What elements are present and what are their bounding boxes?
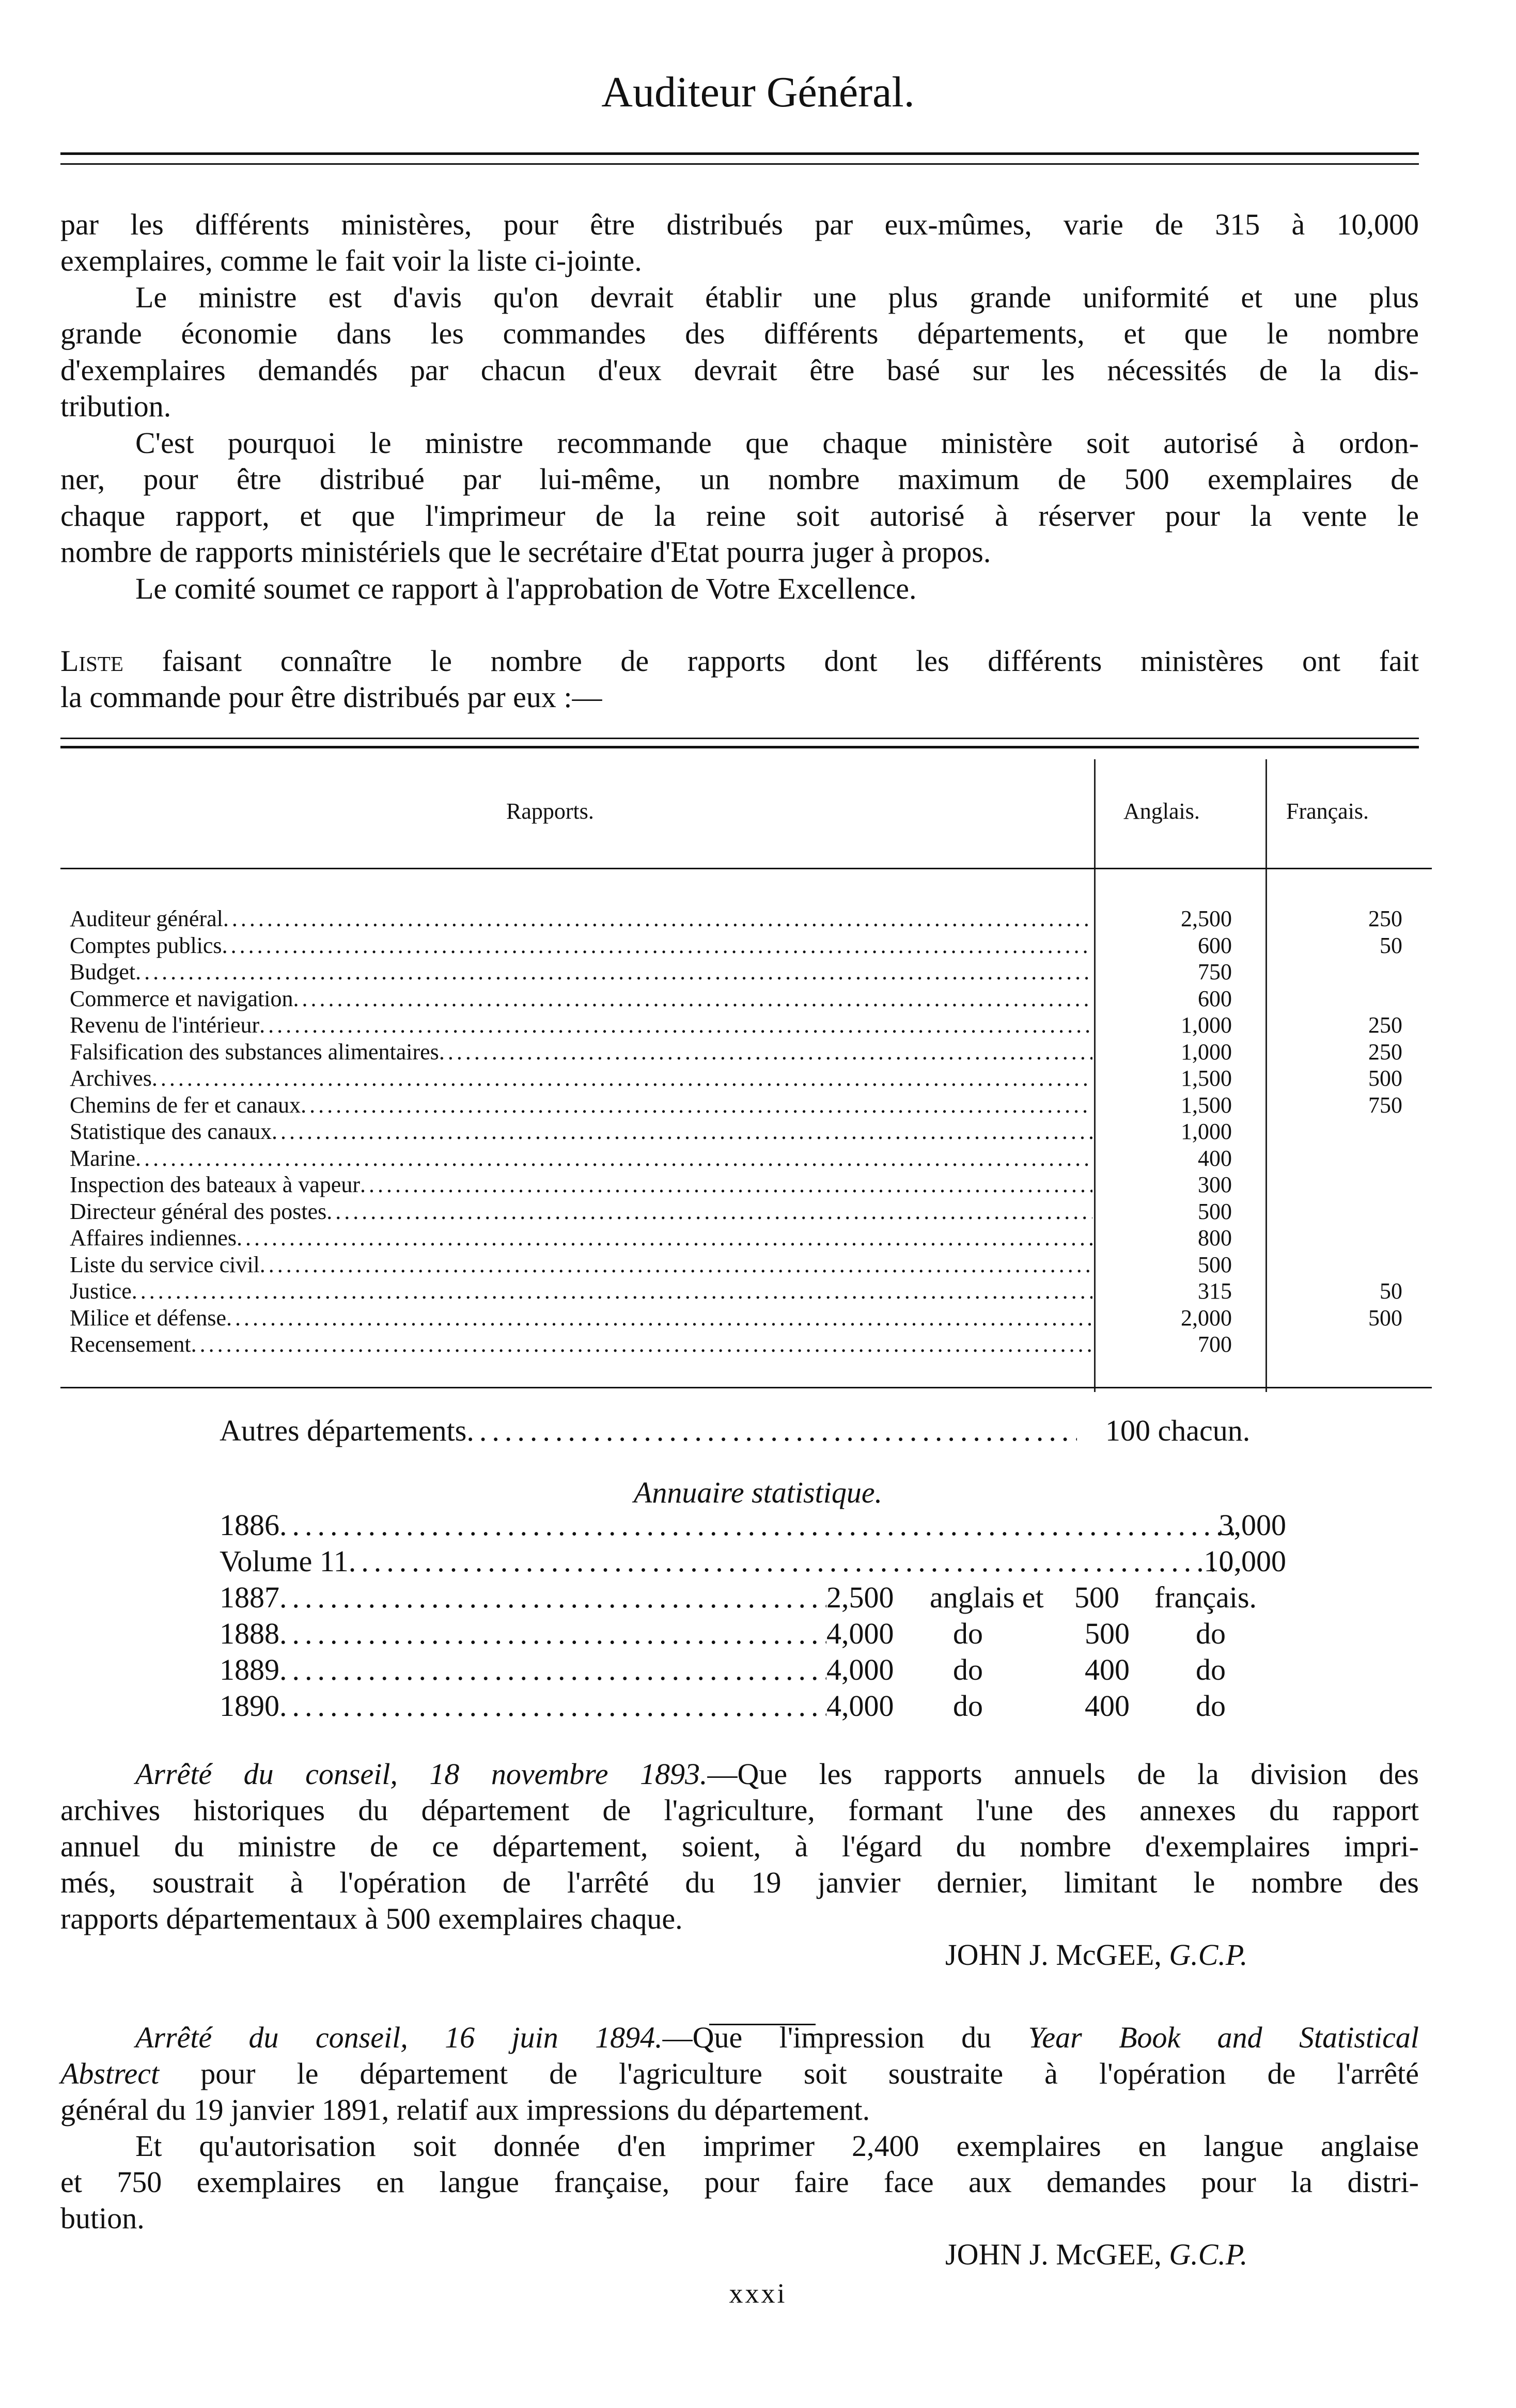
book-title: Year Book and Statistical [1028,2021,1419,2054]
table-row [70,1252,1092,1278]
annuaire-row [220,1580,826,1616]
text-line: chaque rapport, et que l'imprimeur de la reine soit autorisé à réserver pour la vente le [60,499,1419,533]
leader-dots [260,1252,1092,1278]
signature [945,1937,1247,1973]
text-line: exemplaires, comme le fait voir la liste ci-jointe. [60,244,642,277]
text-line [60,1865,1419,1901]
table-row [70,1278,1092,1304]
leader-dots [293,986,1092,1012]
list-caption-line2: la commande pour être distribués par eux :— [60,680,602,714]
text: rapports départementaux à 500 exemplaires chaque. [60,1902,683,1935]
report-name: Falsification des substances alimentaires [70,1039,439,1065]
year-label: 1886 [220,1508,279,1542]
text-line: et 750 exemplaires en langue française, pour faire face aux demandes pour la distri- [60,2165,1419,2199]
signature-name: JOHN J. McGEE, [945,2238,1162,2271]
text: —Que l'impression du [662,2021,992,2054]
anglais-label: do [953,1689,983,1723]
francais-label: do [1196,1653,1226,1686]
leader-dots [279,1616,826,1652]
anglais-value: 1,500 [1181,1066,1232,1091]
leader-dots [301,1092,1092,1118]
leader-dots [439,1039,1092,1065]
table-row [70,1092,1092,1118]
text-line [60,2056,1419,2092]
text: annuel du ministre de ce département, soient, à l'égard du nombre d'exemplaires impri- [60,1830,1419,1863]
leader-dots [279,1507,1242,1543]
column-divider [1094,759,1096,1392]
header-francais: Français. [1286,799,1369,824]
report-name: Milice et défense [70,1305,226,1331]
francais-value: 250 [1368,906,1402,931]
text-line: tribution. [60,389,171,423]
year-label: 1888 [220,1617,279,1650]
report-name: Marine [70,1145,136,1171]
text: més, soustrait à l'opération de l'arrêté du 19 janvier dernier, limitant le nombre des [60,1866,1419,1899]
francais-count: 400 [1085,1689,1130,1723]
text-line: Et qu'autorisation soit donnée d'en imprimer 2,400 exemplaires en langue anglaise [135,2129,1419,2163]
signature-name: JOHN J. McGEE, [945,1938,1162,1972]
anglais-value: 400 [1198,1145,1232,1171]
table-row [70,932,1092,959]
leader-dots [279,1652,826,1688]
text-line: Le comité soumet ce rapport à l'approbation de Votre Excellence. [135,572,917,605]
anglais-value: 300 [1198,1172,1232,1197]
report-name: Auditeur général [70,906,223,931]
report-name: Budget [70,959,136,984]
year-label: 1890 [220,1689,279,1723]
annuaire-row [220,1507,1242,1543]
leader-dots [237,1225,1092,1251]
year-label: Volume 11 [220,1544,349,1578]
anglais-count: 4,000 [826,1689,894,1723]
francais-value: 500 [1368,1066,1402,1091]
anglais-value: 800 [1198,1225,1232,1250]
leader-dots [326,1198,1092,1225]
anglais-value: 1,500 [1181,1092,1232,1118]
text-line [60,1792,1419,1828]
annuaire-row [220,1652,826,1688]
table-row [70,1065,1092,1091]
report-name: Commerce et navigation [70,986,293,1011]
anglais-value: 315 [1198,1278,1232,1304]
annuaire-title: Annuaire statistique. [633,1476,883,1509]
leader-dots [279,1580,826,1616]
table-row [70,1145,1092,1171]
leader-dots [223,905,1092,932]
table-bottom-rule [60,1387,1432,1388]
report-name: Comptes publics [70,932,222,958]
text-line: ner, pour être distribué par lui-même, un nombre maximum de 500 exemplaires de [60,462,1419,496]
anglais-value: 1,000 [1181,1039,1232,1065]
table-row [70,1198,1092,1225]
arrete-lead: Arrêté du conseil, 18 novembre 1893. [135,1757,708,1791]
text-line [60,2020,1419,2056]
text-line: bution. [60,2201,145,2235]
report-name: Liste du service civil [70,1252,260,1277]
header-rule [60,868,1432,869]
leader-dots [135,959,1092,985]
signature-title: G.C.P. [1169,1938,1248,1972]
list-caption [60,643,1419,679]
francais-label: do [1196,1617,1226,1650]
header-rapports: Rapports. [506,799,594,824]
anglais-value: 500 [1198,1198,1232,1224]
report-name: Chemins de fer et canaux [70,1092,301,1118]
text-line: par les différents ministères, pour être distribués par eux-mûmes, varie de 315 à 10,000 [60,208,1419,241]
leader-dots [191,1331,1092,1357]
francais-value: 500 [1368,1305,1402,1331]
report-name: Affaires indiennes [70,1225,237,1250]
text-line: d'exemplaires demandés par chacun d'eux devrait être basé sur les nécessités de la dis- [60,353,1419,387]
leader-dots [226,1305,1092,1331]
annuaire-row [220,1688,826,1724]
anglais-value: 1,000 [1181,1119,1232,1144]
francais-value: 50 [1380,1278,1402,1304]
francais-count: 500 [1074,1581,1119,1614]
report-name: Justice [70,1278,132,1304]
annuaire-value: 10,000 [1204,1544,1286,1578]
table-row [70,1305,1092,1331]
book-title: Abstrect [60,2057,160,2090]
caption-lead: Liste [60,644,123,678]
year-label: 1889 [220,1653,279,1686]
table-row [70,1225,1092,1251]
anglais-label: do [953,1653,983,1686]
anglais-label: anglais et [930,1581,1044,1614]
leader-dots [466,1413,1077,1449]
anglais-label: do [953,1617,983,1650]
anglais-value: 600 [1198,932,1232,958]
table-top-rule [60,738,1419,739]
column-divider [1265,759,1267,1392]
text: —Que les rapports annuels de la division des [707,1757,1419,1791]
leader-dots [152,1065,1092,1091]
francais-value: 750 [1368,1092,1402,1118]
anglais-count: 2,500 [826,1581,894,1614]
anglais-value: 2,000 [1181,1305,1232,1331]
header-rule [60,163,1419,165]
report-name: Statistique des canaux [70,1119,272,1144]
page-title: Auditeur Général. [601,68,915,116]
report-name: Inspection des bateaux à vapeur [70,1172,360,1197]
text-line: Le ministre est d'avis qu'on devrait établir une plus grande uniformité et une plus [135,280,1419,314]
anglais-count: 4,000 [826,1617,894,1650]
table-row [70,959,1092,985]
report-name: Archives [70,1066,152,1091]
francais-label: français. [1154,1581,1257,1614]
table-row [70,1012,1092,1038]
caption-text: faisant connaître le nombre de rapports dont les différents ministères ont fait [162,644,1419,678]
header-anglais: Anglais. [1123,799,1200,824]
leader-dots [259,1012,1092,1038]
table-row [70,905,1092,932]
anglais-value: 700 [1198,1332,1232,1357]
annuaire-row [220,1616,826,1652]
report-name: Recensement [70,1332,191,1357]
leader-dots [279,1688,826,1724]
francais-count: 400 [1085,1653,1130,1686]
anglais-value: 750 [1198,959,1232,984]
anglais-value: 500 [1198,1252,1232,1277]
anglais-value: 1,000 [1181,1012,1232,1038]
report-name: Directeur général des postes [70,1198,327,1224]
text-line: nombre de rapports ministériels que le secrétaire d'Etat pourra juger à propos. [60,535,991,569]
table-top-rule [60,746,1419,748]
leader-dots [132,1278,1092,1304]
page-number: xxxi [729,2278,787,2309]
francais-value: 50 [1380,932,1402,958]
signature-title: G.C.P. [1169,2238,1248,2271]
annuaire-row [220,1543,1242,1580]
autres-value: 100 chacun. [1105,1414,1251,1447]
text-line [60,1828,1419,1865]
text-line: grande économie dans les commandes des différents départements, et que le nombre [60,317,1419,350]
francais-value: 250 [1368,1039,1402,1065]
annuaire-value: 3,000 [1218,1508,1286,1542]
text-line: C'est pourquoi le ministre recommande que chaque ministère soit autorisé à ordon- [135,426,1419,460]
table-row [70,1118,1092,1145]
leader-dots [135,1145,1092,1171]
arrete-lead: Arrêté du conseil, 16 juin 1894. [135,2021,663,2054]
year-label: 1887 [220,1581,279,1614]
signature [945,2237,1247,2273]
table-row [70,1039,1092,1065]
anglais-value: 600 [1198,986,1232,1011]
report-name: Revenu de l'intérieur [70,1012,260,1038]
leader-dots [360,1171,1092,1198]
leader-dots [272,1118,1092,1145]
francais-value: 250 [1368,1012,1402,1038]
autres-label: Autres départements [220,1414,467,1447]
table-row [70,986,1092,1012]
francais-count: 500 [1085,1617,1130,1650]
table-row [70,1331,1092,1357]
text-line [60,1756,1419,1792]
francais-label: do [1196,1689,1226,1723]
anglais-count: 4,000 [826,1653,894,1686]
text: archives historiques du département de l'agriculture, formant l'une des annexes du rapport [60,1793,1419,1827]
table-row [70,1171,1092,1198]
text: pour le département de l'agriculture soit soustraite à l'opération de l'arrêté [200,2057,1419,2090]
text-line [60,1901,1419,1937]
text-line: général du 19 janvier 1891, relatif aux impressions du département. [60,2093,870,2126]
autres-row [220,1413,1077,1449]
leader-dots [349,1543,1242,1580]
anglais-value: 2,500 [1181,906,1232,931]
leader-dots [222,932,1092,959]
header-rule [60,152,1419,155]
